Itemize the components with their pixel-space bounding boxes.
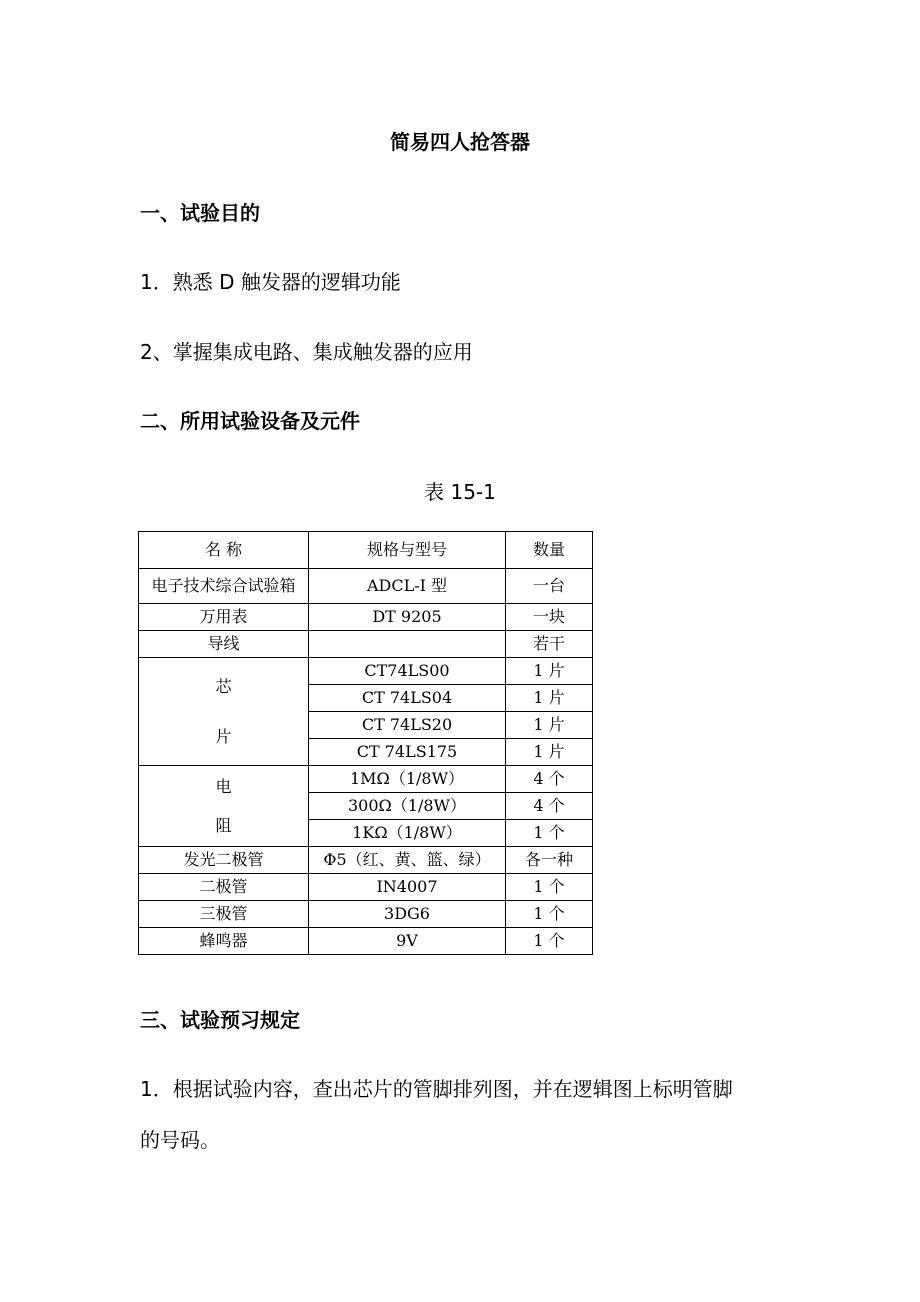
cell-name: 万用表: [139, 604, 309, 631]
header-spec: 规格与型号: [309, 532, 506, 569]
page-title: 简易四人抢答器: [390, 130, 530, 154]
cell-spec: CT 74LS20: [309, 712, 506, 739]
purpose-item-2: 2、掌握集成电路、集成触发器的应用: [140, 340, 473, 364]
cell-spec: 9V: [309, 928, 506, 955]
table-caption: 表 15-1: [424, 480, 496, 504]
cell-qty: 4 个: [506, 793, 593, 820]
cell-spec: ADCL-I 型: [309, 569, 506, 604]
section-heading-equipment: 二、所用试验设备及元件: [140, 409, 360, 433]
purpose-item-1: 1．熟悉 D 触发器的逻辑功能: [140, 270, 401, 294]
cell-qty: 各一种: [506, 847, 593, 874]
preview-paragraph-line-1: 1．根据试验内容，查出芯片的管脚排列图，并在逻辑图上标明管脚: [140, 1077, 733, 1101]
cell-name: 蜂鸣器: [139, 928, 309, 955]
header-qty: 数量: [506, 532, 593, 569]
cell-qty: 1 片: [506, 658, 593, 685]
cell-qty: 一块: [506, 604, 593, 631]
section-heading-purpose: 一、试验目的: [140, 201, 260, 225]
table-row: [139, 901, 593, 928]
cell-spec: DT 9205: [309, 604, 506, 631]
cell-spec: CT74LS00: [309, 658, 506, 685]
table-row: [139, 604, 593, 631]
cell-qty: 若干: [506, 631, 593, 658]
cell-chip-group-name: [139, 658, 309, 766]
cell-spec: Φ5（红、黄、篮、绿）: [309, 847, 506, 874]
cell-spec: 1KΩ（1/8W）: [309, 820, 506, 847]
chip-name-char-1: 芯: [215, 676, 232, 696]
cell-qty: 1 片: [506, 685, 593, 712]
table-row: [139, 928, 593, 955]
table-row: [139, 766, 593, 793]
resistor-name-char-1: 电: [215, 776, 232, 796]
table-row: [139, 658, 593, 685]
table-row: [139, 631, 593, 658]
cell-name: 二极管: [139, 874, 309, 901]
cell-qty: 4 个: [506, 766, 593, 793]
table-row: [139, 874, 593, 901]
cell-spec: 300Ω（1/8W）: [309, 793, 506, 820]
resistor-name-char-2: 阻: [215, 815, 232, 835]
table-row: [139, 847, 593, 874]
header-name: 名 称: [139, 532, 309, 569]
cell-qty: 1 个: [506, 928, 593, 955]
cell-name: 电子技术综合试验箱: [139, 569, 309, 604]
cell-spec: 1MΩ（1/8W）: [309, 766, 506, 793]
section-heading-preview: 三、试验预习规定: [140, 1008, 300, 1032]
preview-paragraph-line-2: 的号码。: [140, 1128, 220, 1152]
table-row: [139, 569, 593, 604]
cell-name: 三极管: [139, 901, 309, 928]
cell-qty: 1 个: [506, 820, 593, 847]
cell-name: 导线: [139, 631, 309, 658]
table-header-row: [139, 532, 593, 569]
cell-qty: 1 片: [506, 712, 593, 739]
cell-resistor-group-name: [139, 766, 309, 847]
cell-qty: 1 片: [506, 739, 593, 766]
cell-spec: 3DG6: [309, 901, 506, 928]
cell-spec: CT 74LS04: [309, 685, 506, 712]
cell-spec: [309, 631, 506, 658]
cell-spec: IN4007: [309, 874, 506, 901]
equipment-table: [138, 531, 593, 955]
cell-spec: CT 74LS175: [309, 739, 506, 766]
cell-qty: 一台: [506, 569, 593, 604]
cell-qty: 1 个: [506, 874, 593, 901]
cell-qty: 1 个: [506, 901, 593, 928]
chip-name-char-2: 片: [215, 726, 232, 746]
cell-name: 发光二极管: [139, 847, 309, 874]
